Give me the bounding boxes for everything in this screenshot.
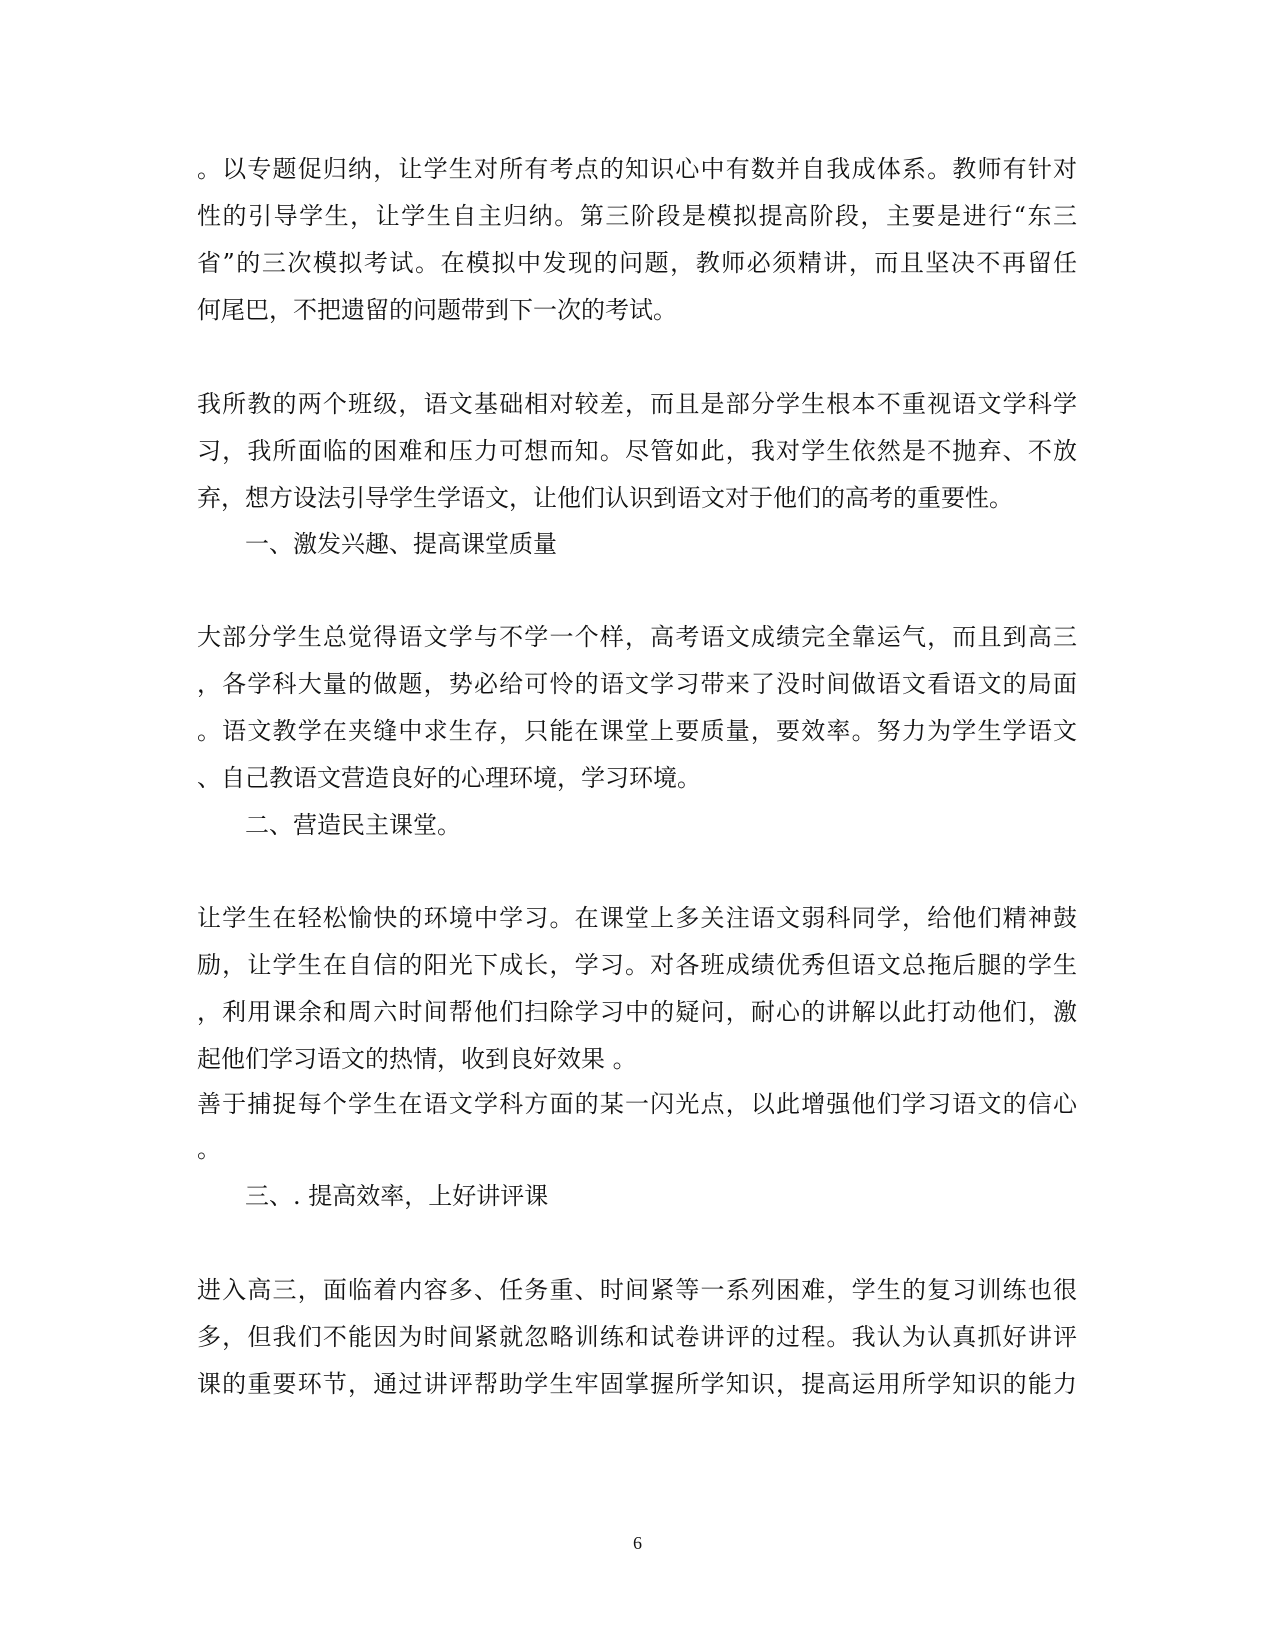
text-line: 善于捕捉每个学生在语文学科方面的某一闪光点，以此增强他们学习语文的信心 [197, 1090, 1077, 1118]
text-line: 多，但我们不能因为时间紧就忽略训练和试卷讲评的过程。我认为认真抓好讲评 [197, 1323, 1077, 1351]
section-heading: 三、. 提高效率，上好讲评课 [245, 1182, 549, 1210]
text-line: 省”的三次模拟考试。在模拟中发现的问题，教师必须精讲，而且坚决不再留任 [197, 249, 1077, 277]
text-line: 何尾巴，不把遗留的问题带到下一次的考试。 [197, 296, 677, 324]
text-line: 大部分学生总觉得语文学与不学一个样，高考语文成绩完全靠运气，而且到高三 [197, 623, 1077, 651]
text-line: 性的引导学生，让学生自主归纳。第三阶段是模拟提高阶段，主要是进行“东三 [197, 202, 1077, 230]
text-line: 、自己教语文营造良好的心理环境，学习环境。 [197, 764, 701, 792]
text-line: ，利用课余和周六时间帮他们扫除学习中的疑问，耐心的讲解以此打动他们，激 [197, 998, 1077, 1026]
text-line: 弃，想方设法引导学生学语文，让他们认识到语文对于他们的高考的重要性。 [197, 484, 1013, 512]
section-heading: 二、营造民主课堂。 [245, 811, 461, 839]
text-line: 起他们学习语文的热情，收到良好效果 。 [197, 1045, 637, 1073]
text-line: ，各学科大量的做题，势必给可怜的语文学习带来了没时间做语文看语文的局面 [197, 670, 1077, 698]
text-line: 课的重要环节，通过讲评帮助学生牢固掌握所学知识，提高运用所学知识的能力 [197, 1370, 1077, 1398]
text-line: 让学生在轻松愉快的环境中学习。在课堂上多关注语文弱科同学，给他们精神鼓 [197, 904, 1077, 932]
text-line: 我所教的两个班级，语文基础相对较差，而且是部分学生根本不重视语文学科学 [197, 390, 1077, 418]
text-line: 进入高三，面临着内容多、任务重、时间紧等一系列困难，学生的复习训练也很 [197, 1276, 1077, 1304]
text-line: 。 [197, 1135, 221, 1163]
text-line: 励，让学生在自信的阳光下成长，学习。对各班成绩优秀但语文总拖后腿的学生 [197, 951, 1077, 979]
text-line: 习，我所面临的困难和压力可想而知。尽管如此，我对学生依然是不抛弃、不放 [197, 437, 1077, 465]
text-line: 。语文教学在夹缝中求生存，只能在课堂上要质量，要效率。努力为学生学语文 [197, 717, 1077, 745]
section-heading: 一、激发兴趣、提高课堂质量 [245, 530, 557, 558]
page-number: 6 [633, 1533, 642, 1553]
text-line: 。以专题促归纳，让学生对所有考点的知识心中有数并自我成体系。教师有针对 [197, 155, 1077, 183]
